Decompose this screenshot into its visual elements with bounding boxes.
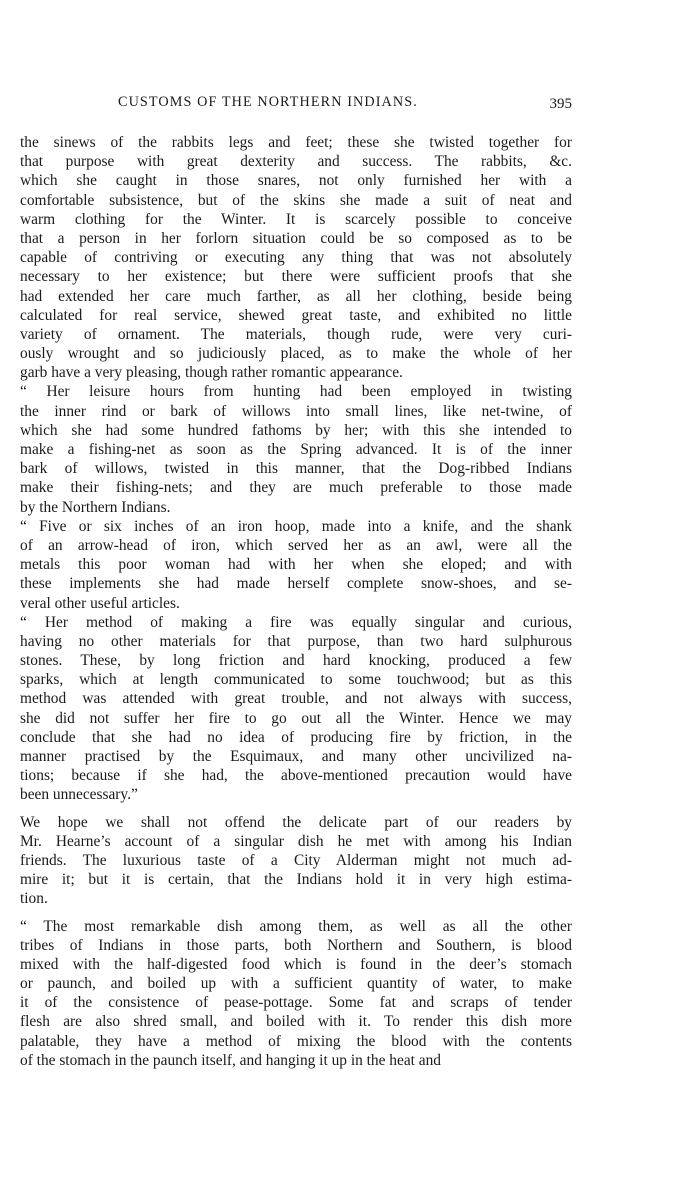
text-line: stones. These, by long friction and hard knocking, produced a few (20, 652, 572, 670)
text-line: variety of ornament. The materials, though rude, were very curi- (20, 325, 572, 343)
text-line: the inner rind or bark of willows into small lines, like net-twine, of (20, 402, 572, 420)
text-line: of an arrow-head of iron, which served her as an awl, were all the (20, 536, 572, 554)
text-line: make a fishing-net as soon as the Spring advanced. It is of the inner (20, 441, 572, 458)
text-line: or paunch, and boiled up with a sufficient quantity of water, to make (20, 975, 572, 993)
text-line: been unnecessary.” (20, 786, 138, 804)
text-line: tribes of Indians in those parts, both Northern and Southern, is blood (20, 936, 572, 954)
paragraph (20, 133, 572, 382)
page-header (20, 94, 572, 118)
text-line: tions; because if she had, the above-mentioned precaution would have (20, 767, 572, 785)
text-line: mixed with the half-digested food which is found in the deer’s stomach (20, 955, 572, 973)
text-line: sparks, which at length communicated to some touchwood; but as this (20, 671, 572, 689)
paragraph (20, 382, 572, 516)
text-line: which she caught in those snares, not only furnished her with a (20, 172, 572, 190)
text-line: manner practised by the Esquimaux, and many other uncivilized na- (20, 748, 572, 765)
text-line: that a person in her forlorn situation could be so composed as to be (20, 229, 572, 247)
text-line: We hope we shall not offend the delicate part of our readers by (20, 813, 572, 831)
text-line: tion. (20, 890, 48, 908)
text-line: garb have a very pleasing, though rather romantic appearance. (20, 364, 403, 382)
page-number: 395 (549, 96, 572, 112)
text-line: “ The most remarkable dish among them, as well as all the other (20, 917, 572, 935)
text-line: flesh are also shred small, and boiled with it. To render this dish more (20, 1013, 572, 1031)
text-line: conclude that she had no idea of producing fire by friction, in the (20, 728, 572, 746)
paragraph (20, 517, 572, 613)
body-text (20, 133, 572, 1070)
text-line: these implements she had made herself complete snow-shoes, and se- (20, 575, 572, 593)
text-line: friends. The luxurious taste of a City Alderman might not much ad- (20, 851, 572, 869)
text-line: having no other materials for that purpose, than two hard sulphurous (20, 632, 572, 650)
text-line: capable of contriving or executing any thing that was not absolutely (20, 249, 572, 267)
paragraph-gap (20, 805, 572, 813)
text-line: warm clothing for the Winter. It is scarcely possible to conceive (20, 210, 572, 228)
text-line: that purpose with great dexterity and success. The rabbits, &c. (20, 153, 572, 171)
text-line: palatable, they have a method of mixing the blood with the contents (20, 1032, 572, 1050)
text-line: by the Northern Indians. (20, 498, 171, 516)
text-line: she did not suffer her fire to go out all the Winter. Hence we may (20, 709, 572, 727)
text-line: calculated for real service, shewed great taste, and exhibited no little (20, 306, 572, 324)
text-line: it of the consistence of pease-pottage. Some fat and scraps of tender (20, 994, 572, 1012)
paragraph (20, 613, 572, 805)
text-line: “ Five or six inches of an iron hoop, made into a knife, and the shank (20, 517, 572, 535)
text-line: ously wrought and so judiciously placed, as to make the whole of her (20, 345, 572, 363)
text-line: make their fishing-nets; and they are much preferable to those made (20, 479, 572, 497)
text-line: bark of willows, twisted in this manner, that the Dog-ribbed Indians (20, 460, 572, 478)
text-line: mire it; but it is certain, that the Indians hold it in very high estima- (20, 871, 572, 889)
text-line: had extended her care much farther, as all her clothing, beside being (20, 287, 572, 305)
text-line: metals this poor woman had with her when she eloped; and with (20, 556, 572, 574)
text-line: of the stomach in the paunch itself, and hanging it up in the heat and (20, 1051, 441, 1069)
text-line: Mr. Hearne’s account of a singular dish he met with among his Indian (20, 832, 572, 850)
text-line: “ Her leisure hours from hunting had been employed in twisting (20, 383, 572, 401)
text-line: veral other useful articles. (20, 594, 180, 612)
text-line: “ Her method of making a fire was equally singular and curious, (20, 613, 572, 631)
paragraph (20, 917, 572, 1071)
text-line: method was attended with great trouble, and not always with success, (20, 690, 572, 708)
text-line: the sinews of the rabbits legs and feet; these she twisted together for (20, 134, 572, 151)
running-head: CUSTOMS OF THE NORTHERN INDIANS. (118, 94, 418, 110)
text-line: comfortable subsistence, but of the skins she made a suit of neat and (20, 191, 572, 209)
text-line: necessary to her existence; but there were sufficient proofs that she (20, 268, 572, 286)
text-line: which she had some hundred fathoms by her; with this she intended to (20, 421, 572, 439)
paragraph (20, 813, 572, 909)
paragraph-gap (20, 909, 572, 917)
